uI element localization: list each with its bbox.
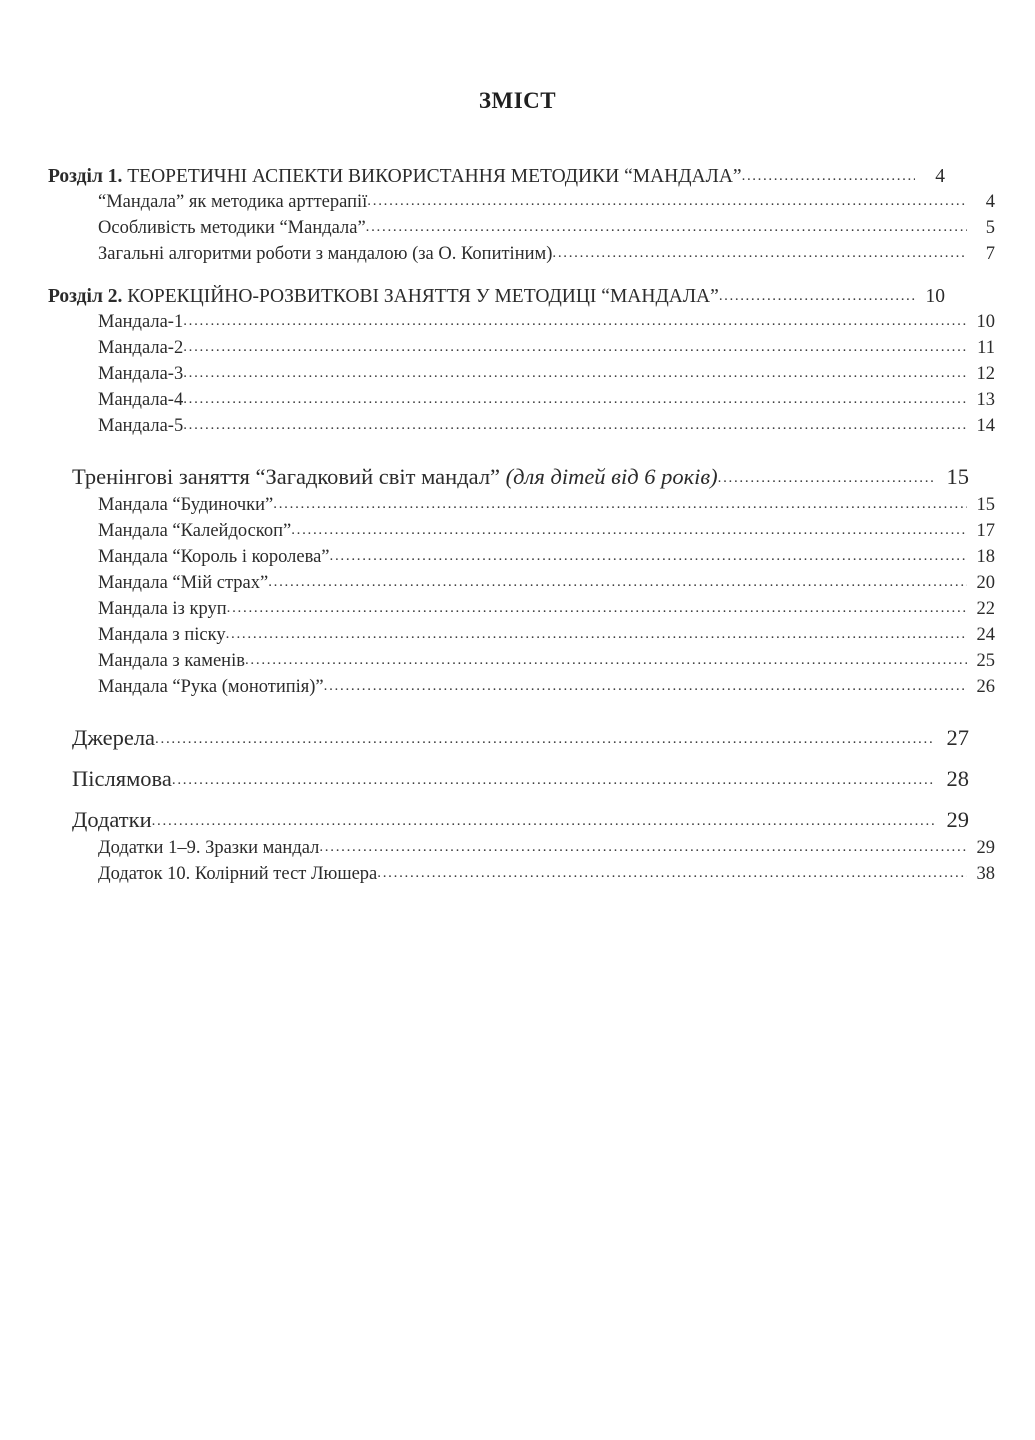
toc-entry-prefix: Розділ 2. [48,286,123,307]
toc-entry-label: Мандала “Будиночки” [98,495,274,515]
toc-entry-page: 22 [976,599,995,619]
toc-entry-label: Мандала-5 [98,416,184,436]
dot-leader [172,772,935,789]
toc-entry-label: Особливість методики “Мандала” [98,218,366,238]
dot-leader [291,522,967,539]
toc-entry-page: 26 [976,677,995,697]
toc-entry-page: 10 [976,312,995,332]
toc-entry-page: 15 [946,464,969,489]
dot-leader [319,839,967,856]
dot-leader [245,652,967,669]
toc-entry-label [48,166,742,188]
toc-entry-label: Додатки [72,807,152,832]
toc-entry-label: Мандала “Калейдоскоп” [98,521,292,541]
toc-entry-mandala-3[interactable] [98,364,995,385]
toc-entry-label: Мандала з каменів [98,651,245,671]
section-spacer [48,270,945,286]
toc-entry-subtitle: (для дітей від 6 років) [505,464,718,489]
toc-entry-mandala-hand-monotype[interactable] [98,677,995,698]
toc-entry-section-appendices[interactable] [72,807,969,833]
toc-entry-mandala-arttherapy[interactable] [98,192,995,213]
dot-leader [183,391,967,408]
toc-entry-page: 27 [946,725,969,750]
dot-leader [183,339,967,356]
toc-entry-mandala-4[interactable] [98,390,995,411]
dot-leader [226,626,967,643]
section-spacer [48,703,945,725]
toc-entry-label: Мандала “Рука (монотипія)” [98,677,324,697]
toc-entry-mandala-grains[interactable] [98,599,995,620]
toc-entry-mandala-5[interactable] [98,416,995,437]
toc-entry-label: Мандала-3 [98,364,184,384]
toc-entry-text: ТЕОРЕТИЧНІ АСПЕКТИ ВИКОРИСТАННЯ МЕТОДИКИ “МАНДАЛА” [122,166,742,187]
toc-entry-chapter-1[interactable] [48,166,945,188]
dot-leader [718,470,935,487]
toc-list [0,166,1035,885]
toc-entry-label: Джерела [72,725,156,750]
toc-entry-general-algorithms[interactable] [98,244,995,265]
dot-leader [742,168,915,185]
toc-entry-label: Додаток 10. Колірний тест Люшера [98,864,378,884]
dot-leader [377,865,967,882]
toc-entry-label: Мандала-1 [98,312,184,332]
dot-leader [183,313,967,330]
dot-leader [155,731,935,748]
toc-entry-page: 20 [976,573,995,593]
toc-entry-page: 17 [976,521,995,541]
toc-entry-page: 4 [935,166,945,187]
dot-leader [183,365,967,382]
toc-entry-page: 10 [925,286,945,307]
toc-entry-label: Мандала-4 [98,390,184,410]
toc-entry-page: 18 [976,547,995,567]
dot-leader [719,288,915,305]
toc-entry-label: Додатки 1–9. Зразки мандал [98,838,320,858]
toc-entry-prefix: Розділ 1. [48,166,123,187]
toc-entry-page: 14 [976,416,995,436]
toc-entry-mandala-stones[interactable] [98,651,995,672]
toc-entry-label: Мандала із круп [98,599,227,619]
toc-entry-mandala-1[interactable] [98,312,995,333]
dot-leader [367,193,967,210]
dot-leader [366,219,967,236]
toc-entry-appendices-1-9[interactable] [98,838,995,859]
toc-entry-label: Мандала з піску [98,625,226,645]
toc-entry-label: Мандала “Король і королева” [98,547,330,567]
toc-entry-text: КОРЕКЦІЙНО-РОЗВИТКОВІ ЗАНЯТТЯ У МЕТОДИЦІ “МАНДАЛА” [122,286,719,307]
toc-entry-page: 4 [985,192,995,212]
toc-entry-mandala-2[interactable] [98,338,995,359]
dot-leader [273,496,967,513]
section-spacer [48,442,945,464]
toc-entry-page: 24 [976,625,995,645]
dot-leader [330,548,967,565]
toc-entry-page: 28 [946,766,969,791]
toc-entry-page: 7 [985,244,995,264]
toc-entry-appendix-10[interactable] [98,864,995,885]
toc-entry-label: Мандала-2 [98,338,184,358]
toc-entry-page: 12 [976,364,995,384]
dot-leader [227,600,967,617]
toc-entry-chapter-2[interactable] [48,286,945,308]
toc-entry-page: 29 [946,807,969,832]
toc-entry-mandala-my-fear[interactable] [98,573,995,594]
toc-entry-mandala-feature[interactable] [98,218,995,239]
toc-entry-mandala-kaleidoscope[interactable] [98,521,995,542]
toc-entry-mandala-sand[interactable] [98,625,995,646]
toc-entry-page: 13 [976,390,995,410]
section-spacer [48,797,945,807]
toc-entry-mandala-king-queen[interactable] [98,547,995,568]
dot-leader [268,574,967,591]
toc-entry-label [48,286,719,308]
page-title: ЗМІСТ [478,88,557,113]
dot-leader [552,245,967,262]
toc-entry-page: 5 [985,218,995,238]
section-spacer [48,756,945,766]
toc-entry-page: 15 [976,495,995,515]
toc-entry-section-training[interactable] [72,464,969,490]
dot-leader [324,678,967,695]
toc-entry-text: Тренінгові заняття “Загадковий світ мандал” [72,464,506,489]
toc-entry-label: “Мандала” як методика арттерапії [98,192,368,212]
toc-entry-label: Післямова [72,766,172,791]
toc-entry-label [72,464,718,490]
dot-leader [183,417,967,434]
toc-entry-page: 38 [976,864,995,884]
toc-entry-section-afterword[interactable] [72,766,969,792]
toc-entry-page: 11 [977,338,995,358]
toc-entry-section-sources[interactable] [72,725,969,751]
toc-entry-mandala-budynochky[interactable] [98,495,995,516]
toc-entry-page: 25 [976,651,995,671]
dot-leader [152,813,935,830]
toc-entry-label: Загальні алгоритми роботи з мандалою (за О. Копитіним) [98,244,553,264]
toc-entry-label: Мандала “Мій страх” [98,573,269,593]
toc-entry-page: 29 [976,838,995,858]
